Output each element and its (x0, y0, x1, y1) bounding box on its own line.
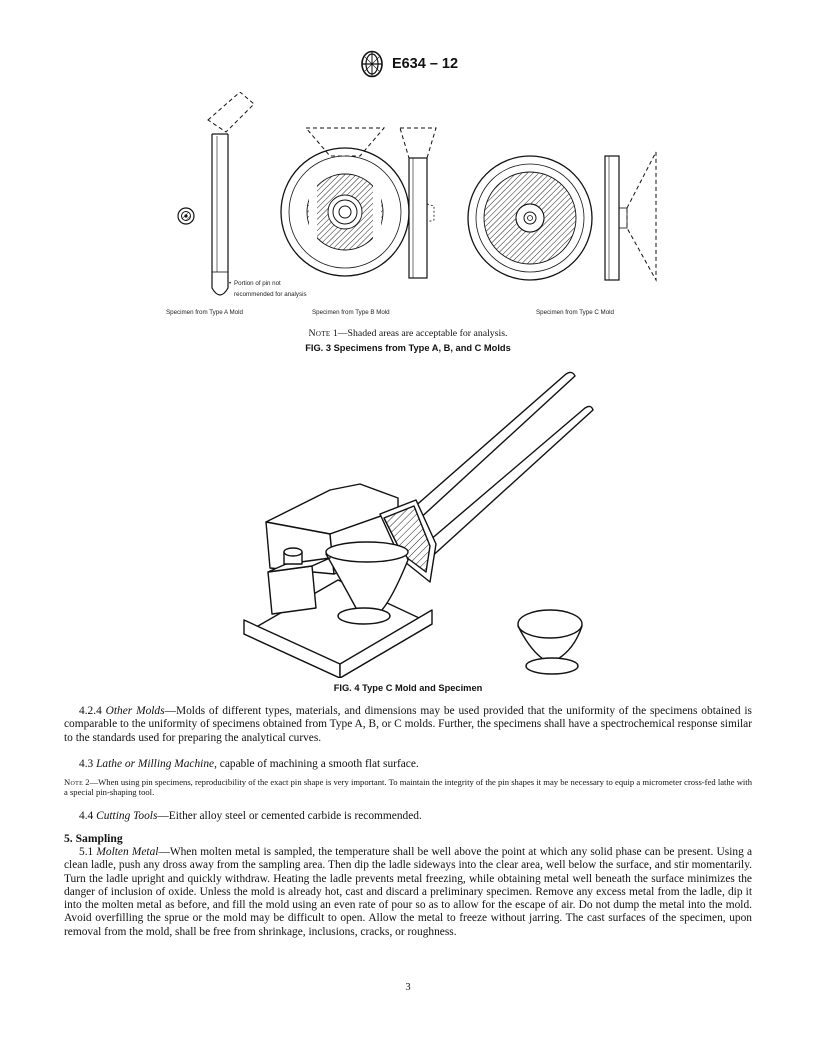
pin-note-line2: recommended for analysis (234, 291, 307, 298)
clause-term: Lathe or Milling Machine (96, 758, 215, 770)
section-5-heading: 5. Sampling (64, 832, 123, 845)
type-b-side-view (400, 128, 436, 278)
type-a-pin (208, 92, 254, 295)
paragraph-4-4 (64, 810, 752, 823)
pin-note-line1: Portion of pin not (234, 280, 281, 287)
figure-4-caption: FIG. 4 Type C Mold and Specimen (333, 683, 483, 693)
label-type-b: Specimen from Type B Mold (312, 309, 390, 316)
type-c-side-view (605, 152, 656, 280)
clause-number: 4.4 (79, 810, 97, 822)
clause-text: , capable of machining a smooth flat surface. (214, 758, 419, 770)
clause-text: —Either alloy steel or cemented carbide is recommended. (157, 810, 422, 822)
label-type-a: Specimen from Type A Mold (166, 309, 243, 316)
page-header (0, 50, 816, 78)
paragraph-5-1 (64, 846, 752, 939)
note-label: Note (64, 777, 84, 787)
pin-note-bullet: • (229, 280, 232, 287)
type-c-disk (468, 156, 592, 280)
note-text: 2—When using pin specimens, reproducibility of the exact pin shape is very important. To maintain the integrity of the pin shapes it may be necessary to equip a micrometer cross-fed lathe with a special pin-shaping tool. (64, 777, 752, 798)
clause-text: —Molds of different types, materials, and dimensions may be used provided that the uniformity of the specimens obtained is comparable to the uniformity of specimens obtained from Type A, B, or C molds. Further, the specimens shall have a spectrochemical response similar to the standards used for preparing the analytical curves. (64, 705, 752, 744)
clause-term: Other Molds (105, 705, 165, 717)
type-a-end-view (178, 208, 194, 224)
clause-number: 4.3 (79, 758, 97, 770)
astm-logo-icon (358, 50, 386, 78)
page-number: 3 (405, 982, 411, 993)
clause-term: Cutting Tools (96, 810, 158, 822)
figure-3-note (0, 328, 816, 339)
paragraph-4-3 (64, 758, 752, 771)
note-2 (64, 777, 752, 798)
clause-term: Molten Metal (96, 846, 159, 858)
clause-text: —When molten metal is sampled, the temperature shall be well above the point at which any solid phase can be present. Using a clean ladle, push any dross away from the sampling area. Then dip the ladle sideways into the clear area, well below the surface, and stir momentarily. Turn the ladle upright and quickly withdraw. Heating the ladle prevents metal freezing, while obtaining metal well beneath the surface minimizes the danger of inclusion of oxide. Unless the mold is already hot, cast and discard a preliminary specimen. Remove any excess metal from the ladle, dip it into the molten metal as before, and fill the mold using an even rate of pour so as to allow for the escape of air. Do not dump the metal into the mold. Avoid overfilling the sprue or the mold may be difficult to open. Allow the metal to freeze without jarring. The cast surfaces of the specimen, upon removal from the mold, shall be free from shrinkage, inclusions, cracks, or roughness. (64, 846, 753, 938)
note-label: Note (308, 328, 331, 339)
note-text: 1—Shaded areas are acceptable for analysis. (330, 328, 508, 339)
type-b-disk (281, 128, 409, 276)
label-type-c: Specimen from Type C Mold (536, 309, 614, 316)
paragraph-4-2-4 (64, 705, 752, 745)
figure-4-drawing (230, 368, 600, 678)
clause-number: 5.1 (79, 846, 97, 858)
figure-3-drawing (150, 92, 670, 324)
document-id: E634 – 12 (391, 56, 459, 72)
clause-number: 4.2.4 (79, 705, 106, 717)
specimen (518, 610, 582, 674)
figure-3-caption: FIG. 3 Specimens from Type A, B, and C Molds (305, 343, 511, 353)
